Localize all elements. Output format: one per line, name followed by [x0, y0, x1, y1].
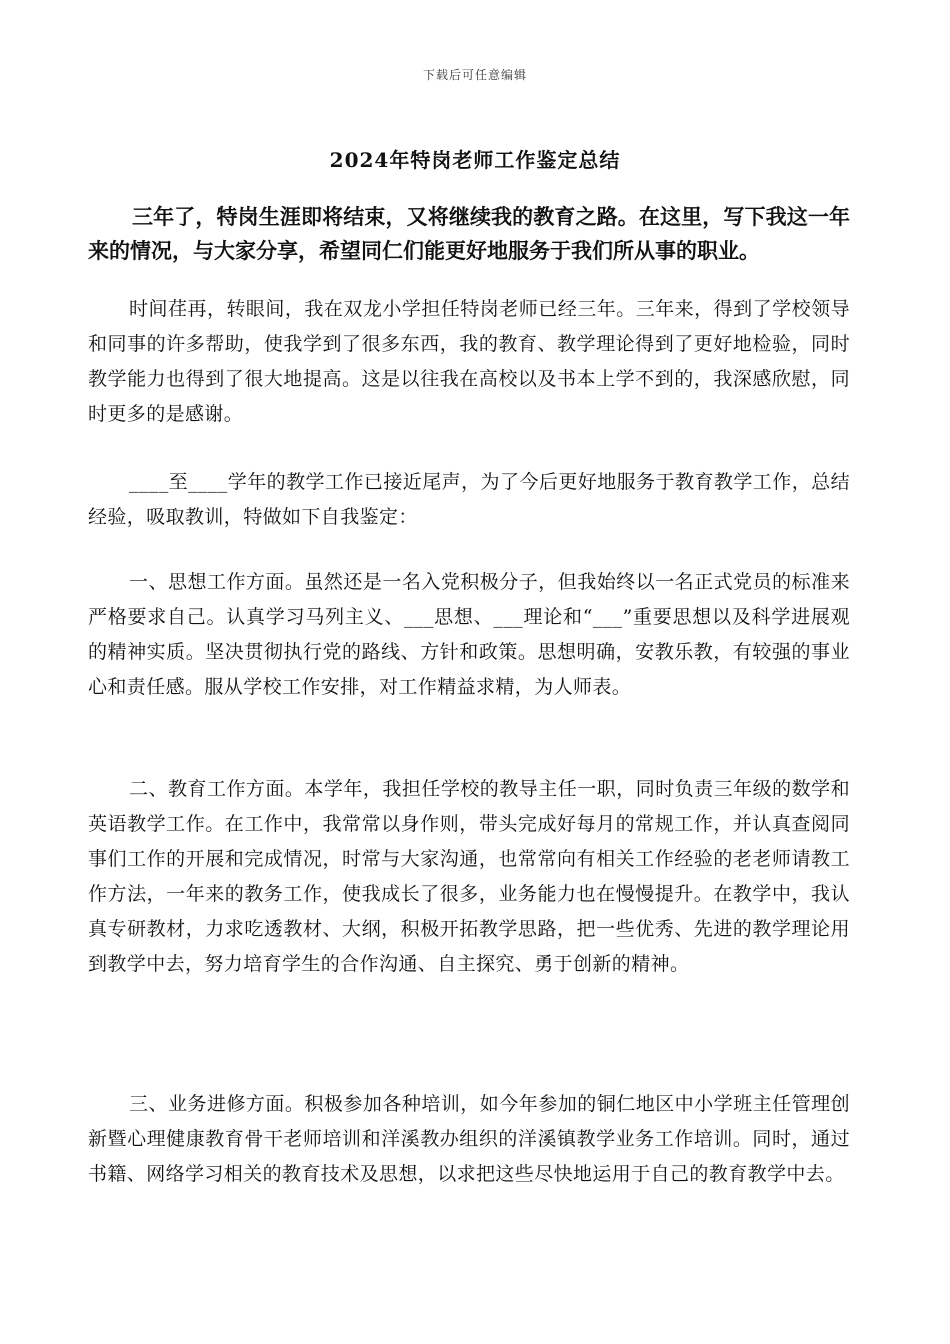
paragraph-1: 时间荏再，转眼间，我在双龙小学担任特岗老师已经三年。三年来，得到了学校领导和同事的许多帮助，使我学到了很多东西，我的教育、教学理论得到了更好地检验，同时教学能力也得到了很大地提高。这是以往我在高校以及书本上学不到的，我深感欣慰，同时更多的是感谢。: [88, 298, 850, 425]
paragraph-education: 二、教育工作方面。本学年，我担任学校的教导主任一职，同时负责三年级的数学和英语教学工作。在工作中，我常常以身作则，带头完成好每月的常规工作，并认真查阅同事们工作的开展和完成情况，时常与大家沟通，也常常向有相关工作经验的老老师请教工作方法，一年来的教务工作，使我成长了很多，业务能力也在慢慢提升。在教学中，我认真专研教材，力求吃透教材、大纲，积极开拓教学思路，把一些优秀、先进的教学理论用到教学中去，努力培育学生的合作沟通、自主探究、勇于创新的精神。: [88, 778, 850, 975]
header-note: 下载后可任意编辑: [422, 68, 527, 82]
intro-paragraph: 三年了，特岗生涯即将结束，又将继续我的教育之路。在这里，写下我这一年来的情况，与大家分享，希望同仁们能更好地服务于我们所从事的职业。: [88, 204, 850, 263]
paragraph-2: ____至____学年的教学工作已接近尾声，为了今后更好地服务于教育教学工作，总结经验，吸取教训，特做如下自我鉴定：: [88, 471, 850, 528]
paragraph-training: 三、业务进修方面。积极参加各种培训，如今年参加的铜仁地区中小学班主任管理创新暨心理健康教育骨干老师培训和洋溪教办组织的洋溪镇教学业务工作培训。同时，通过书籍、网络学习相关的教育技术及思想，以求把这些尽快地运用于自己的教育教学中去。: [88, 1093, 850, 1185]
paragraph-ideology: 一、思想工作方面。虽然还是一名入党积极分子，但我始终以一名正式党员的标准来严格要求自己。认真学习马列主义、___思想、___理论和“___”重要思想以及科学进展观的精神实质。坚决贯彻执行党的路线、方针和政策。思想明确，安教乐教，有较强的事业心和责任感。服从学校工作安排，对工作精益求精，为人师表。: [88, 571, 850, 698]
document-title: 2024年特岗老师工作鉴定总结: [329, 148, 621, 172]
